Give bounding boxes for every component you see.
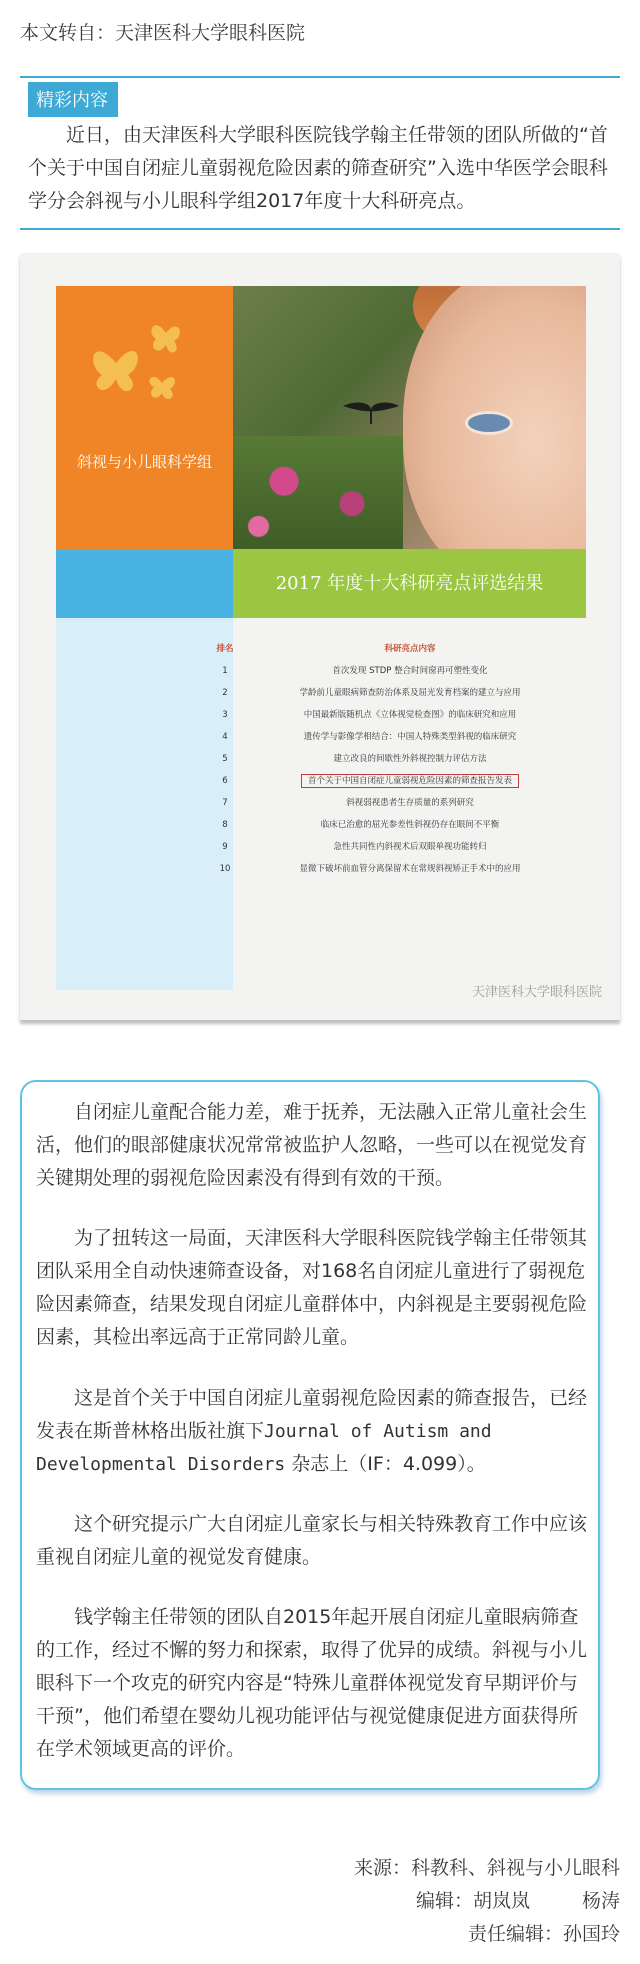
table-row [210,704,590,726]
item-text: 临床已治愈的屈光参差性斜视仍存在眼间不平衡 [320,820,500,830]
table-row [210,682,590,704]
paragraph-5: 钱学翰主任带领的团队自2015年起开展自闭症儿童眼病筛查的工作，经过不懈的努力和探索，取得了优异的成绩。斜视与小儿眼科下一个攻克的研究内容是“特殊儿童群体视觉发育早期评价与干预”，他们希望在婴幼儿视功能评估与视觉健康促进方面获得所在学术领域更高的评价。 [36,1606,588,1760]
item-text: 显微下破坏前血管分离保留术在常规斜视矫正手术中的应用 [299,864,521,874]
item-cell [240,726,580,748]
table-row [210,792,590,814]
item-text: 中国最新版随机点《立体视觉检查图》的临床研究和应用 [303,710,517,720]
rank-header: 排名 [216,644,234,654]
poster-photo [233,286,586,549]
rank-cell: 1 [222,666,228,676]
item-cell [240,660,580,682]
source-line: 本文转自：天津医科大学眼科医院 [20,22,306,44]
item-text: 遗传学与影像学相结合：中国人特殊类型斜视的临床研究 [303,732,517,742]
bottom-divider [20,228,620,230]
paragraph-3 [36,1382,588,1481]
item-cell [240,682,580,704]
item-text: 首次发现 STDP 整合时间窗再可塑性变化 [332,666,488,676]
rank-cell: 3 [222,710,228,720]
item-cell [240,704,580,726]
butterfly-icon [82,305,202,415]
item-text: 急性共同性内斜视术后双眼单视功能转归 [333,842,487,852]
rank-cell: 5 [222,754,228,764]
award-poster-image [20,253,620,1020]
dragonfly-icon [341,398,401,424]
table-row [210,814,590,836]
item-text: 斜视弱视患者生存质量的系列研究 [346,798,474,808]
highlight-text: 近日，由天津医科大学眼科医院钱学翰主任带领的团队所做的“首个关于中国自闭症儿童弱视危险因素的筛查研究”入选中华医学会眼科学分会斜视与小儿眼科学组2017年度十大科研亮点。 [28,124,608,212]
highlight-section [20,76,620,230]
table-row [210,836,590,858]
paragraph-1: 自闭症儿童配合能力差，难于抚养，无法融入正常儿童社会生活，他们的眼部健康状况常常被监护人忽略，一些可以在视觉发育关键期处理的弱视危险因素没有得到有效的干预。 [36,1101,588,1189]
rank-cell: 8 [222,820,228,830]
rank-cell: 4 [222,732,228,742]
paragraph-3-tail: 杂志上（IF：4.099）。 [285,1453,486,1475]
poster-blue-block [56,549,233,618]
credits-editors [354,1885,620,1918]
table-row [210,858,590,880]
editor-2: 杨涛 [581,1890,620,1912]
rank-cell: 2 [222,688,228,698]
table-row [210,726,590,748]
poster-ranking-table [210,638,590,880]
journal-name: Journal of Autism and Developmental Disorders [36,1421,492,1475]
item-text: 首个关于中国自闭症儿童弱视危险因素的筛查报告发表 [301,774,519,788]
poster-side-strip [56,618,233,990]
credits [354,1852,620,1951]
table-row [210,660,590,682]
poster-watermark: 天津医科大学眼科医院 [471,985,602,1000]
credits-source: 来源：科教科、斜视与小儿眼科 [353,1857,620,1879]
item-text: 建立改良的间歇性外斜视控制力评估方法 [333,754,487,764]
table-row [210,748,590,770]
item-cell [240,814,580,836]
highlight-tag: 精彩内容 [28,82,118,117]
item-cell [240,858,580,880]
paragraph-4: 这个研究提示广大自闭症儿童家长与相关特殊教育工作中应该重视自闭症儿童的视觉发育健康。 [36,1513,588,1568]
table-header [210,638,590,660]
item-cell [240,836,580,858]
table-row-highlighted [210,770,590,792]
item-cell [240,792,580,814]
poster-group-name: 斜视与小儿眼科学组 [76,453,212,471]
editor-label: 编辑：胡岚岚 [415,1890,530,1912]
content-header: 科研亮点内容 [384,644,436,654]
item-cell [240,748,580,770]
rank-cell: 10 [219,864,231,874]
rank-cell: 7 [222,798,228,808]
top-divider [20,76,620,78]
poster-banner-title: 2017 年度十大科研亮点评选结果 [275,573,544,594]
rank-cell: 6 [222,776,228,786]
item-text: 学龄前儿童眼病筛查防治体系及屈光发育档案的建立与应用 [299,688,521,698]
article-body-box [20,1080,600,1790]
credits-chief-editor: 责任编辑：孙国玲 [467,1923,620,1945]
item-cell [240,770,580,792]
rank-cell: 9 [222,842,228,852]
paragraph-3-text: 这是首个关于中国自闭症儿童弱视危险因素的筛查报告，已经发表在斯普林格出版社旗下 [36,1387,588,1442]
paragraph-2: 为了扭转这一局面，天津医科大学眼科医院钱学翰主任带领其团队采用全自动快速筛查设备，对168名自闭症儿童进行了弱视危险因素筛查，结果发现自闭症儿童群体中，内斜视是主要弱视危险因素，其检出率远高于正常同龄儿童。 [36,1227,588,1348]
